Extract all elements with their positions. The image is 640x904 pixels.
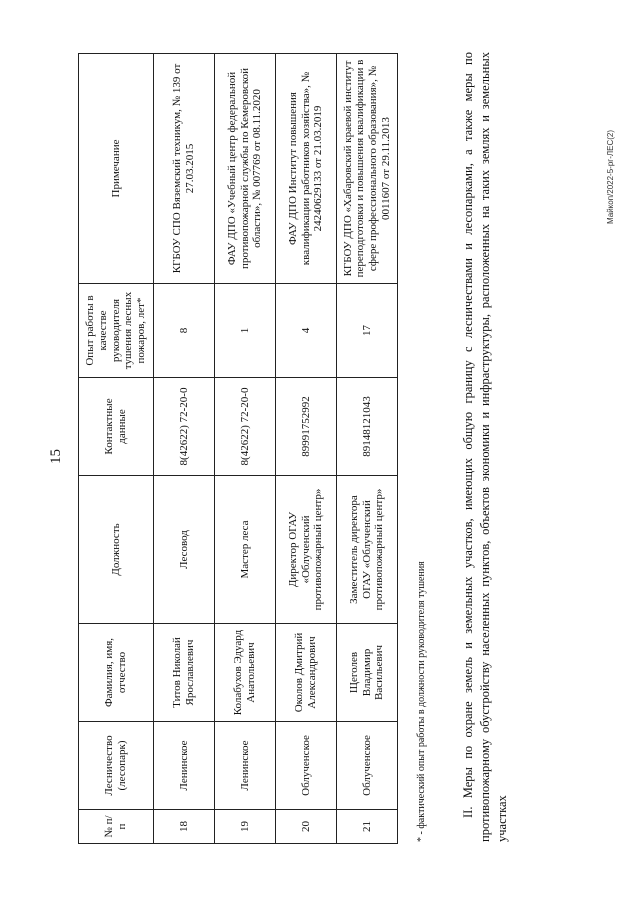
header-full-name: Фамилия, имя, отчество <box>79 624 154 722</box>
cell-experience: 8 <box>154 284 215 378</box>
fire-managers-table <box>78 53 398 844</box>
table-footnote: * - фактический опыт работы в должности руководителя тушения <box>416 561 427 842</box>
table-header-row <box>79 54 154 844</box>
cell-note: КГБОУ СПО Вяземский техникум, № 139 от 27.03.2015 <box>154 54 215 284</box>
cell-forestry: Облученское <box>337 722 398 810</box>
cell-contacts: 8(42622) 72-20-0 <box>215 378 276 476</box>
cell-forestry: Ленинское <box>215 722 276 810</box>
cell-number: 18 <box>154 810 215 844</box>
cell-note: ФАУ ДПО Институт повышения квалификации работников хозяйства», № 24240629133 от 21.03.2019 <box>276 54 337 284</box>
cell-contacts: 89148121043 <box>337 378 398 476</box>
cell-contacts: 8(42622) 72-20-0 <box>154 378 215 476</box>
cell-note: КГБОУ ДПО «Хабаровский краевой институт переподготовки и повышения квалификации в сфере профессионального образования», № 0011607 от 29.11.2013 <box>337 54 398 284</box>
table-row <box>337 54 398 844</box>
cell-experience: 4 <box>276 284 337 378</box>
header-number: № п/п <box>79 810 154 844</box>
cell-full-name: Титов Николай Ярославлевич <box>154 624 215 722</box>
cell-full-name: Щеголев Владимир Васильевич <box>337 624 398 722</box>
cell-position: Мастер леса <box>215 476 276 624</box>
cell-full-name: Околов Дмитрий Александрович <box>276 624 337 722</box>
header-forestry: Лесничество (лесопарк) <box>79 722 154 810</box>
document-code: Майкоп/2022-5-рг-ЛЕС(2) <box>606 129 615 224</box>
table-row <box>276 54 337 844</box>
cell-experience: 1 <box>215 284 276 378</box>
section-ii <box>460 52 511 842</box>
cell-number: 20 <box>276 810 337 844</box>
cell-position: Заместитель директора ОГАУ «Облученский противопожарный центр» <box>337 476 398 624</box>
cell-contacts: 89991752992 <box>276 378 337 476</box>
cell-position: Директор ОГАУ «Облученский противопожарный центр» <box>276 476 337 624</box>
header-experience: Опыт работы в качестве руководителя тушения лесных пожаров, лет* <box>79 284 154 378</box>
cell-forestry: Облученское <box>276 722 337 810</box>
page-number: 15 <box>48 449 64 464</box>
table-row <box>154 54 215 844</box>
header-note: Примечание <box>79 54 154 284</box>
cell-position: Лесовод <box>154 476 215 624</box>
header-contacts: Контактные данные <box>79 378 154 476</box>
section-ii-text: II. Меры по охране земель и земельных участков, имеющих общую границу с лесничествами и лесопарками, а также меры по противопожарному обустройству населенных пунктов, объектов экономики и инфраструктуры, расположенных на таких землях и земельных участках <box>461 52 509 842</box>
cell-number: 19 <box>215 810 276 844</box>
cell-forestry: Ленинское <box>154 722 215 810</box>
header-position: Должность <box>79 476 154 624</box>
cell-note: ФАУ ДПО «Учебный центр федеральной противопожарной службы по Кемеровской области», № 007769 от 08.11.2020 <box>215 54 276 284</box>
cell-number: 21 <box>337 810 398 844</box>
table-row <box>215 54 276 844</box>
cell-experience: 17 <box>337 284 398 378</box>
cell-full-name: Колабухов Эдуард Анатольевич <box>215 624 276 722</box>
